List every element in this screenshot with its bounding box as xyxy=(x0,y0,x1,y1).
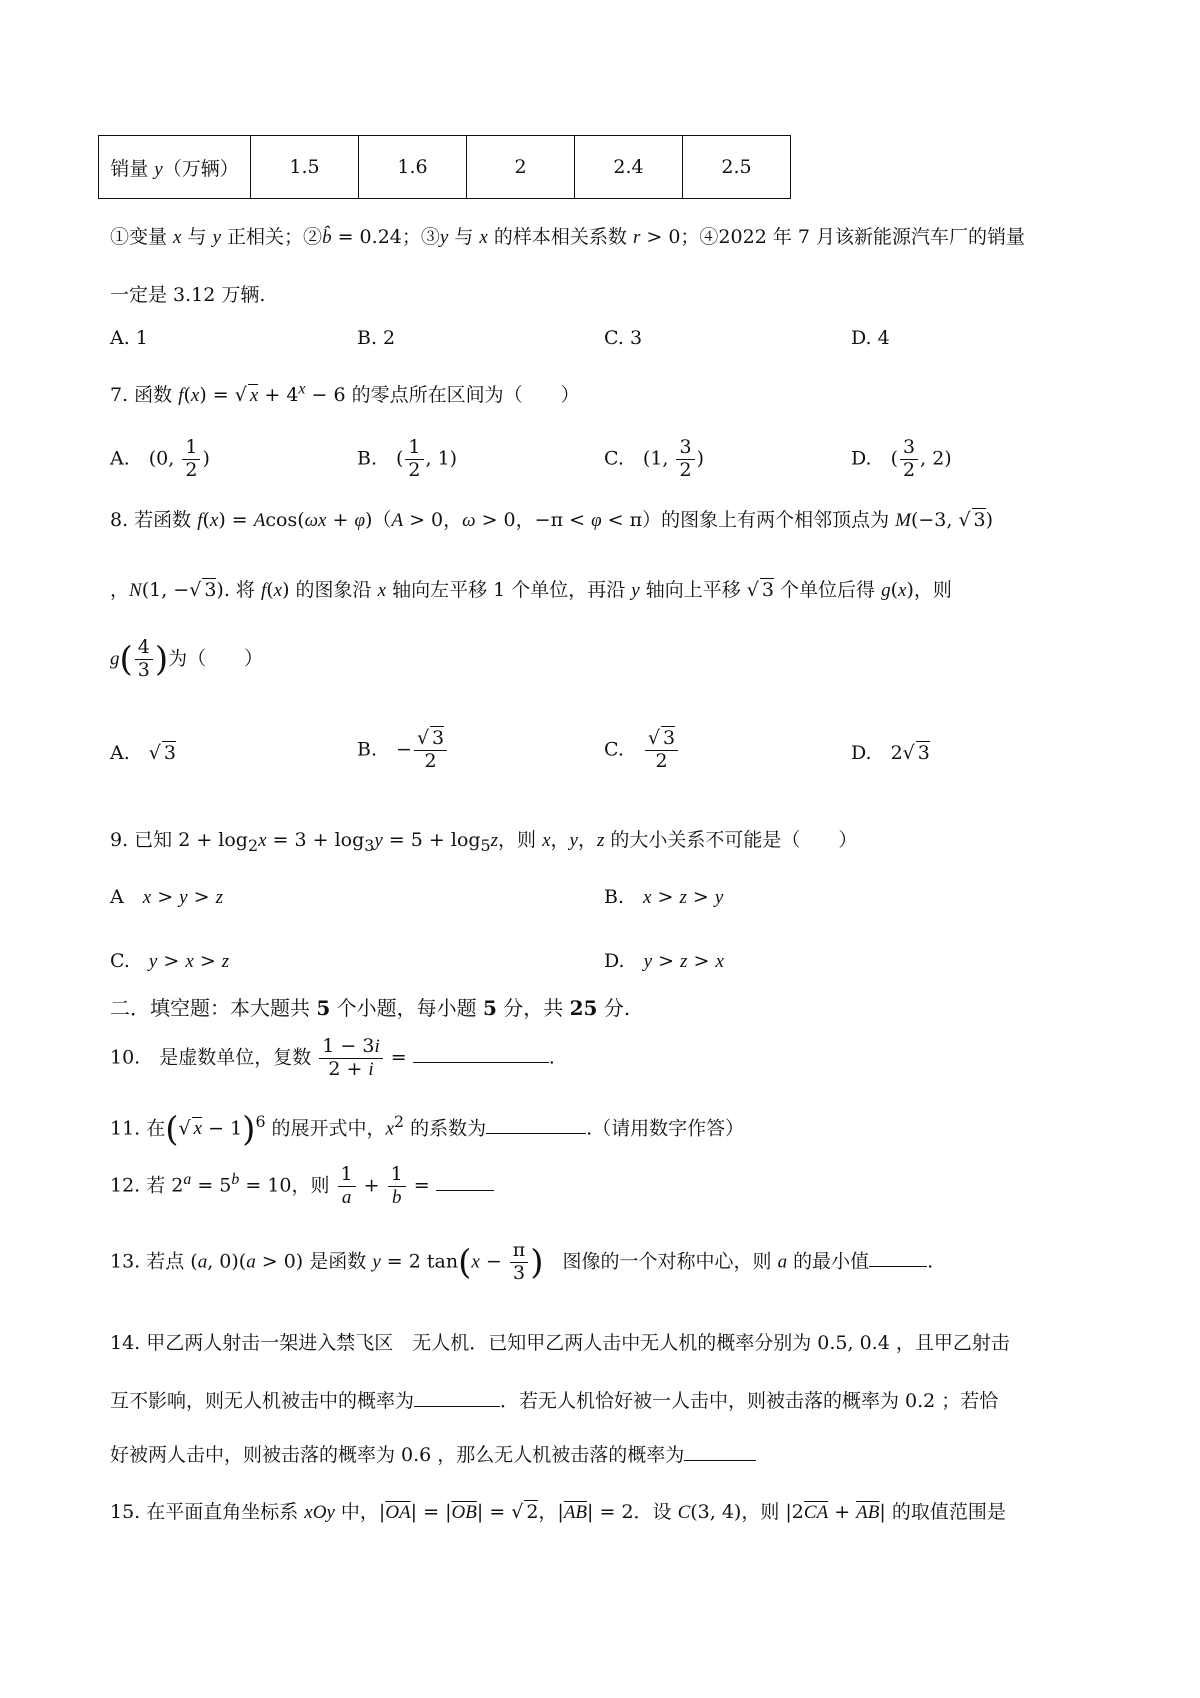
table-cell: 2.5 xyxy=(683,136,791,199)
q6-option-a: A. 1 xyxy=(110,327,148,349)
q8-line1: 8. 若函数 f(x) = Acos(ωx + φ)（A > 0，ω > 0，−π < φ < π）的图象上有两个相邻顶点为 M(−3, √ 3) xyxy=(110,509,994,531)
q15: 15. 在平面直角坐标系 xOy 中，$|\overline{OA}| = |\overline{OB}|$ = √ 2，$|\overline{AB}| = 2$．设 C(3, 4)，则 $|2\overline{CA} + \overline{AB}|$ 的取值范围是 xyxy=(110,1501,1006,1523)
table-cell: 1.6 xyxy=(359,136,467,199)
sales-table xyxy=(98,135,791,199)
table-row-label: 销量 y（万辆） xyxy=(99,136,251,199)
q7-stem: 7. 函数 f(x) = √ $x + 4^x - 6$ 的零点所在区间为（ ） xyxy=(110,380,580,406)
q9-stem: 9. 已知 $2 + \log_2x = 3 + \log_3y = 5 + \log_5z$，则 x，y，z 的大小关系不可能是（ ） xyxy=(110,829,858,855)
q8-line2: ，N(1, −√ 3). 将 f(x) 的图象沿 x 轴向左平移 1 个单位，再沿 y 轴向上平移 √ 3 个单位后得 g(x)，则 xyxy=(110,579,952,601)
q10: 10. 是虚数单位，复数 $\frac{1 - 3i}{2 + i}$ = . xyxy=(110,1035,555,1080)
q8-line3: g( $\frac{4}{3}$ )为（ ） xyxy=(110,636,264,681)
table-cell: 2 xyxy=(467,136,575,199)
q14-line1: 14. 甲乙两人射击一架进入禁飞区 无人机．已知甲乙两人击中无人机的概率分别为 0.5, 0.4 ，且甲乙射击 xyxy=(110,1332,1010,1354)
q9-option-a: A x > y > z xyxy=(110,886,224,908)
section-heading: 二．填空题：本大题共 5 个小题，每小题 5 分，共 25 分. xyxy=(110,996,631,1020)
q6-option-c: C. 3 xyxy=(604,327,643,349)
q6-statements-line1: ①变量 x 与 y 正相关；②b̂ = 0.24；③y 与 x 的样本相关系数 r > 0；④2022 年 7 月该新能源汽车厂的销量 xyxy=(110,226,1025,248)
q8-option-c: C. $\frac{√ 3}{2}$ xyxy=(604,728,680,773)
q6-statements-line2: 一定是 3.12 万辆. xyxy=(110,284,266,306)
q9-option-c: C. y > x > z xyxy=(110,950,230,972)
q7-option-a: A. (0, $\frac{1}{2}$ ) xyxy=(110,436,210,481)
q14-line3: 好被两人击中，则被击落的概率为 0.6 ，那么无人机被击落的概率为 xyxy=(110,1440,756,1467)
q6-option-d: D. 4 xyxy=(851,327,890,349)
q8-option-d: D. 2√ 3 xyxy=(851,742,930,764)
q7-option-b: B. ( $\frac{1}{2}$ , 1) xyxy=(357,436,458,481)
q8-option-b: B. − $\frac{√ 3}{2}$ xyxy=(357,728,449,773)
q13: 13. 若点 (a, 0)(a > 0) 是函数 y = 2 tan(x − $\frac{\pi}{3}$ ) 图像的一个对称中心，则 a 的最小值 . xyxy=(110,1239,934,1284)
q12: 12. 若 $2^a = 5^b = 10$，则 $\frac{1}{a}$ + $\frac{1}{b}$ = xyxy=(110,1164,494,1209)
table-cell: 2.4 xyxy=(575,136,683,199)
q8-option-a: A. √ 3 xyxy=(110,742,176,764)
q7-option-d: D. ( $\frac{3}{2}$ , 2) xyxy=(851,436,952,481)
q9-option-b: B. x > z > y xyxy=(604,886,724,908)
q9-option-d: D. y > z > x xyxy=(604,950,724,972)
table-cell: 1.5 xyxy=(251,136,359,199)
q11: 11. 在(√ x − 1)$^6$ 的展开式中，$x^2$ 的系数为 .（请用数字作答） xyxy=(110,1109,745,1150)
q7-option-c: C. (1, $\frac{3}{2}$ ) xyxy=(604,436,704,481)
table-row xyxy=(99,136,791,199)
q14-line2: 互不影响，则无人机被击中的概率为 ．若无人机恰好被一人击中，则被击落的概率为 0.2 ；若恰 xyxy=(110,1390,999,1412)
q6-option-b: B. 2 xyxy=(357,327,396,349)
